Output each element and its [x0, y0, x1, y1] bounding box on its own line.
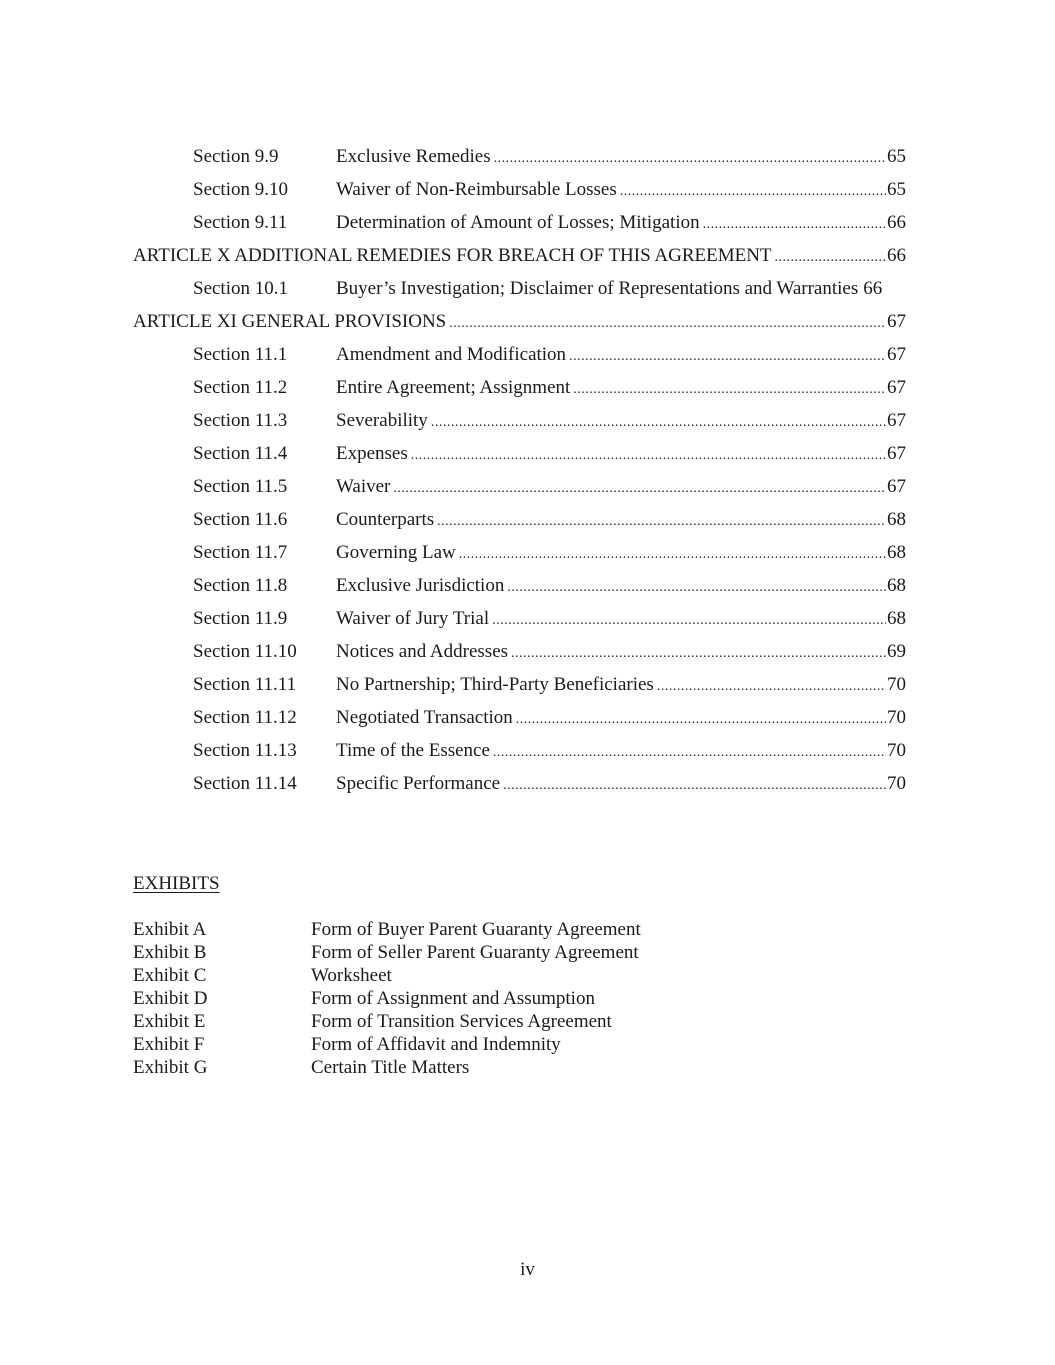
- toc-row-section: [133, 635, 906, 668]
- section-title: Entire Agreement; Assignment: [336, 377, 571, 398]
- exhibits-list: [133, 918, 833, 1079]
- dot-leader: [516, 701, 886, 736]
- exhibit-title: Form of Affidavit and Indemnity: [311, 1034, 561, 1055]
- toc-entry: [336, 668, 906, 703]
- page-reference: 68: [887, 509, 906, 530]
- section-number: Section 11.1: [193, 344, 288, 365]
- toc-entry: [336, 503, 906, 538]
- toc-entry: [336, 140, 906, 175]
- exhibit-title: Form of Seller Parent Guaranty Agreement: [311, 942, 639, 963]
- dot-leader: [431, 404, 886, 439]
- dot-leader: [620, 173, 886, 208]
- toc-row-section: [133, 371, 906, 404]
- toc-row-section: [133, 503, 906, 536]
- toc-entry: [336, 338, 906, 373]
- page-reference: 67: [887, 410, 906, 431]
- section-number: Section 11.6: [193, 509, 288, 530]
- exhibit-label: Exhibit E: [133, 1011, 206, 1032]
- toc-row-article: [133, 305, 906, 338]
- page-reference: 67: [887, 377, 906, 398]
- page-reference: 65: [887, 146, 906, 167]
- dot-leader: [492, 602, 886, 637]
- dot-leader: [493, 734, 886, 769]
- exhibit-title: Form of Buyer Parent Guaranty Agreement: [311, 919, 641, 940]
- exhibit-row: [133, 941, 833, 964]
- page-reference: 66: [863, 278, 883, 299]
- page-reference: 67: [887, 443, 906, 464]
- toc-row-section: [133, 767, 906, 800]
- article-title: ARTICLE XI GENERAL PROVISIONS: [133, 311, 447, 332]
- exhibit-label: Exhibit D: [133, 988, 208, 1009]
- section-number: Section 11.5: [193, 476, 288, 497]
- section-title: Exclusive Remedies: [336, 146, 491, 167]
- page-reference: 69: [887, 641, 906, 662]
- toc-row-section: [133, 206, 906, 239]
- page-reference: 68: [887, 575, 906, 596]
- exhibit-row: [133, 918, 833, 941]
- dot-leader: [393, 470, 886, 505]
- toc-entry: [336, 173, 906, 208]
- toc-entry: [336, 734, 906, 769]
- section-title: Exclusive Jurisdiction: [336, 575, 505, 596]
- page-number: iv: [520, 1259, 535, 1280]
- toc-row-section: [133, 338, 906, 371]
- section-title: Counterparts: [336, 509, 435, 530]
- section-number: Section 11.8: [193, 575, 288, 596]
- toc-entry: [133, 305, 906, 340]
- toc-entry: [336, 635, 906, 670]
- page-reference: 68: [887, 608, 906, 629]
- section-number: Section 11.13: [193, 740, 297, 761]
- toc-entry: [336, 206, 906, 241]
- toc-entry: [133, 239, 906, 274]
- toc-entry: [336, 569, 906, 604]
- exhibit-label: Exhibit C: [133, 965, 207, 986]
- section-number: Section 11.12: [193, 707, 297, 728]
- section-title: Governing Law: [336, 542, 456, 563]
- toc-row-section: [133, 734, 906, 767]
- page-reference: 67: [887, 476, 906, 497]
- toc-row-section: [133, 668, 906, 701]
- exhibit-row: [133, 1056, 833, 1079]
- section-number: Section 9.11: [193, 212, 288, 233]
- section-number: Section 9.9: [193, 146, 279, 167]
- toc-entry: [336, 701, 906, 736]
- article-title: ARTICLE X ADDITIONAL REMEDIES FOR BREACH OF THIS AGREEMENT: [133, 245, 772, 266]
- dot-leader: [657, 668, 886, 703]
- dot-leader: [411, 437, 886, 472]
- section-number: Section 10.1: [193, 278, 288, 299]
- section-number: Section 11.3: [193, 410, 288, 431]
- section-title: Amendment and Modification: [336, 344, 567, 365]
- dot-leader: [437, 503, 886, 538]
- exhibit-label: Exhibit G: [133, 1057, 208, 1078]
- page-reference: 66: [887, 245, 906, 266]
- section-title: Expenses: [336, 443, 408, 464]
- page-reference: 68: [887, 542, 906, 563]
- section-title: Specific Performance: [336, 773, 501, 794]
- section-number: Section 9.10: [193, 179, 288, 200]
- exhibit-title: Form of Assignment and Assumption: [311, 988, 595, 1009]
- page-reference: 67: [887, 311, 906, 332]
- toc-row-section: [133, 140, 906, 173]
- dot-leader: [449, 305, 886, 340]
- section-title: Waiver: [336, 476, 391, 497]
- toc-entry: [336, 404, 906, 439]
- toc-row-section: [133, 536, 906, 569]
- section-number: Section 11.7: [193, 542, 288, 563]
- toc-entry: [336, 371, 906, 406]
- section-number: Section 11.11: [193, 674, 297, 695]
- section-number: Section 11.4: [193, 443, 288, 464]
- toc-row-section: [133, 569, 906, 602]
- exhibit-title: Certain Title Matters: [311, 1057, 470, 1078]
- dot-leader: [503, 767, 886, 802]
- section-number: Section 11.9: [193, 608, 288, 629]
- toc-entry: [336, 767, 906, 802]
- page-reference: 70: [887, 740, 906, 761]
- dot-leader: [573, 371, 886, 406]
- section-title: Negotiated Transaction: [336, 707, 513, 728]
- toc-entry: [336, 470, 906, 505]
- section-title: Severability: [336, 410, 428, 431]
- toc-row-section: [133, 470, 906, 503]
- dot-leader: [511, 635, 886, 670]
- dot-leader: [703, 206, 886, 241]
- page-reference: 70: [887, 773, 906, 794]
- section-number: Section 11.2: [193, 377, 288, 398]
- exhibit-title: Worksheet: [311, 965, 392, 986]
- exhibit-label: Exhibit A: [133, 919, 207, 940]
- section-title: Waiver of Jury Trial: [336, 608, 490, 629]
- toc-row-section: [133, 404, 906, 437]
- dot-leader: [569, 338, 886, 373]
- page-reference: 67: [887, 344, 906, 365]
- dot-leader: [459, 536, 886, 571]
- dot-leader: [507, 569, 886, 604]
- page-reference: 70: [887, 674, 906, 695]
- exhibit-label: Exhibit F: [133, 1034, 205, 1055]
- toc-row-section: [133, 701, 906, 734]
- toc-row-section: [133, 437, 906, 470]
- table-of-contents: [133, 140, 906, 800]
- toc-row-section: [133, 173, 906, 206]
- dot-leader: [775, 239, 886, 274]
- exhibit-row: [133, 987, 833, 1010]
- toc-entry: [336, 602, 906, 637]
- exhibit-row: [133, 1010, 833, 1033]
- toc-row-section: [133, 602, 906, 635]
- exhibit-row: [133, 964, 833, 987]
- section-number: Section 11.14: [193, 773, 297, 794]
- section-title: Buyer’s Investigation; Disclaimer of Representations and Warranties: [336, 278, 859, 299]
- exhibit-label: Exhibit B: [133, 942, 207, 963]
- toc-row-article: [133, 239, 906, 272]
- section-number: Section 11.10: [193, 641, 297, 662]
- page-reference: 65: [887, 179, 906, 200]
- exhibit-title: Form of Transition Services Agreement: [311, 1011, 612, 1032]
- toc-row-section: [133, 272, 906, 305]
- dot-leader: [494, 140, 886, 175]
- exhibits-heading: EXHIBITS: [133, 873, 220, 894]
- section-title: No Partnership; Third-Party Beneficiaries: [336, 674, 654, 695]
- page-reference: 70: [887, 707, 906, 728]
- toc-entry: [336, 272, 906, 305]
- page-reference: 66: [887, 212, 906, 233]
- section-title: Time of the Essence: [336, 740, 490, 761]
- toc-entry: [336, 437, 906, 472]
- section-title: Waiver of Non-Reimbursable Losses: [336, 179, 617, 200]
- section-title: Determination of Amount of Losses; Mitigation: [336, 212, 700, 233]
- exhibit-row: [133, 1033, 833, 1056]
- section-title: Notices and Addresses: [336, 641, 509, 662]
- toc-entry: [336, 536, 906, 571]
